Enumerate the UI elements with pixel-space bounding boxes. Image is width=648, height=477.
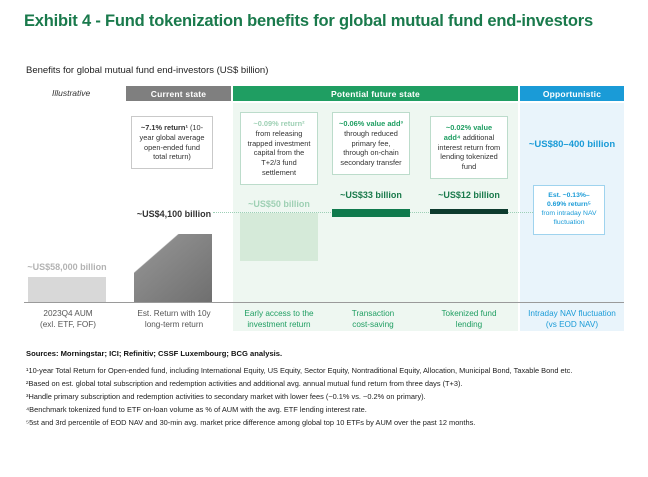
- value-label-early-access: ~US$50 billion: [248, 199, 310, 209]
- callout-lending: [430, 116, 508, 179]
- callout-lending-highlight: ~0.02% value add⁴: [443, 123, 493, 142]
- band-header-current-state: Current state: [126, 86, 231, 101]
- callout-early-access-text: from releasing trapped investment capital from the T+2/3 fund settlement: [247, 128, 311, 177]
- sources-text: Sources: Morningstar; ICI; Refinitiv; CSSF Luxembourg; BCG analysis.: [26, 349, 283, 358]
- category-label-aum-line2: (exl. ETF, FOF): [40, 320, 96, 330]
- category-label-early-access: [236, 308, 322, 330]
- category-label-opportunistic-line1: Intraday NAV fluctuation: [528, 309, 616, 318]
- category-label-transaction: [330, 308, 416, 330]
- footnote-1: ¹10-year Total Return for Open-ended fund, including International Equity, US Equity, Sector Equity, Nontraditional Equity, Allocation, Municipal Bond, Taxable Bond etc.: [26, 366, 573, 375]
- page-title: Exhibit 4 - Fund tokenization benefits for global mutual fund end-investors: [24, 12, 593, 30]
- callout-lending-text: additional interest return from lending tokenized fund: [437, 132, 501, 172]
- callout-current-return-highlight: ~7.1% return¹: [140, 123, 188, 132]
- category-label-aum: [22, 308, 114, 330]
- value-label-transaction: ~US$33 billion: [340, 190, 402, 200]
- value-label-lending: ~US$12 billion: [438, 190, 500, 200]
- callout-opportunistic-text: from intraday NAV fluctuation: [541, 209, 597, 226]
- category-label-transaction-line2: cost-saving: [352, 320, 394, 330]
- chart-subtitle: Benefits for global mutual fund end-investors (US$ billion): [26, 65, 269, 76]
- category-label-current-return-line1: Est. Return with 10y: [137, 309, 211, 318]
- callout-transaction-text: through reduced primary fee, through on-chain secondary transfer: [340, 128, 402, 168]
- bar-early-access: [240, 213, 318, 261]
- category-label-lending-line2: lending: [455, 320, 483, 330]
- callout-opportunistic: [533, 185, 605, 235]
- band-header-opportunistic: Opportunistic: [520, 86, 624, 101]
- axis-baseline: [24, 302, 624, 303]
- callout-transaction-highlight: ~0.06% value add³: [339, 119, 403, 128]
- footnote-2: ²Based on est. global total subscription and redemption activities and additional avg. annual mutual fund return from three days (T+3).: [26, 378, 463, 388]
- category-label-early-access-line2: investment return: [247, 320, 311, 330]
- footnotes: [26, 365, 626, 430]
- value-label-opportunistic: ~US$80–400 billion: [528, 139, 616, 150]
- callout-current-return-text: (10-year global average open-ended fund total return): [139, 123, 205, 162]
- value-label-current-return: ~US$4,100 billion: [136, 209, 212, 219]
- category-label-transaction-line1: Transaction: [351, 309, 395, 318]
- category-label-early-access-line1: Early access to the: [244, 309, 314, 318]
- footnote-4: ⁴Benchmark tokenized fund to ETF on-loan volume as % of AUM with the avg. ETF lending interest rate.: [26, 404, 367, 414]
- category-label-current-return-line2: long-term return: [144, 320, 204, 330]
- callout-early-access-highlight: ~0.09% return²: [253, 119, 305, 128]
- bar-tokenized-fund-lending: [430, 209, 508, 214]
- illustrative-label: Illustrative: [52, 88, 91, 98]
- callout-opportunistic-highlight: Est. ~0.13%– 0.69% return⁵: [547, 192, 591, 208]
- category-label-lending-line1: Tokenized fund: [441, 309, 497, 318]
- bar-transaction-cost-saving: [332, 209, 410, 217]
- category-label-lending: [426, 308, 512, 330]
- callout-current-return: [131, 116, 213, 169]
- category-label-current-return: [128, 308, 220, 330]
- bar-aum: [28, 277, 106, 302]
- band-header-potential-future-state: Potential future state: [233, 86, 518, 101]
- footnote-5: ⁵5st and 3rd percentile of EOD NAV and 30-min avg. market price difference among global top 10 ETFs by AUM over the past 12 months.: [26, 417, 476, 427]
- callout-early-access: [240, 112, 318, 185]
- category-label-aum-line1: 2023Q4 AUM: [43, 309, 93, 318]
- bar-current-return: [134, 234, 212, 302]
- category-label-opportunistic-line2: (vs EOD NAV): [545, 320, 599, 330]
- footnote-3: ³Handle primary subscription and redemption activities to secondary market with lower fees (~0.1% vs. ~0.2% on primary).: [26, 391, 426, 401]
- callout-transaction: [332, 112, 410, 175]
- category-label-opportunistic: [522, 308, 622, 330]
- bar-current-return-fill: [134, 234, 212, 302]
- value-label-aum: ~US$58,000 billion: [27, 262, 107, 272]
